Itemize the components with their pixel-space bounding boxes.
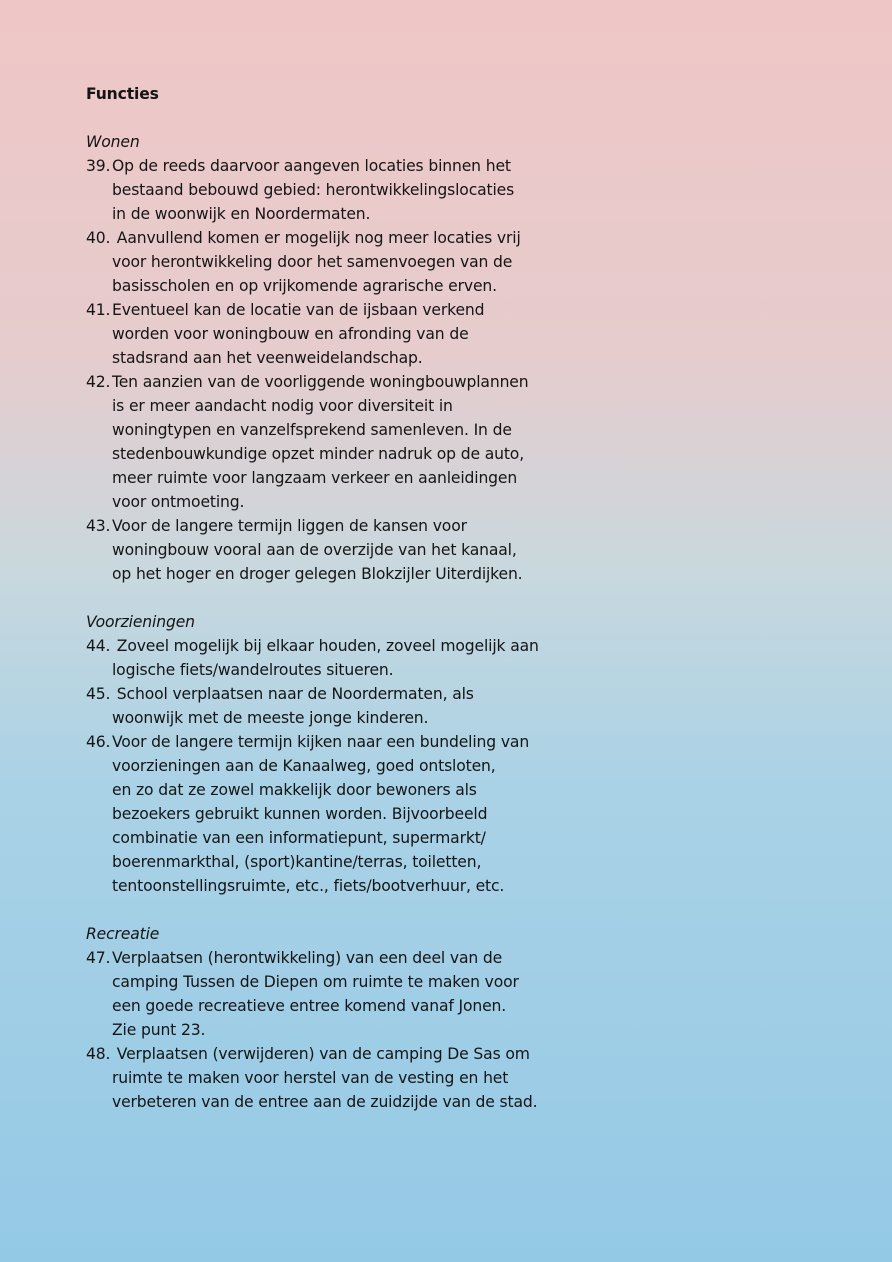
item-number: 40. — [86, 229, 111, 247]
item-text-line: Op de reeds daarvoor aangeven locaties binnen het — [112, 157, 511, 175]
item-text-line: ruimte te maken voor herstel van de vesting en het — [112, 1069, 509, 1087]
item-text-line: basisscholen en op vrijkomende agrarische erven. — [112, 277, 497, 295]
item-text-line: Verplaatsen (herontwikkeling) van een deel van de — [112, 949, 503, 967]
list-item — [86, 730, 586, 898]
list-item — [86, 370, 586, 514]
list-item — [86, 946, 586, 1042]
item-text-line: voorzieningen aan de Kanaalweg, goed ontsloten, — [112, 757, 496, 775]
section-wonen — [86, 130, 586, 586]
item-text-line: Zoveel mogelijk bij elkaar houden, zoveel mogelijk aan — [112, 637, 539, 655]
page-heading: Functies — [86, 85, 159, 103]
item-number: 42. — [86, 373, 111, 391]
list-item — [86, 634, 586, 682]
sections-container — [86, 130, 586, 1114]
list-item — [86, 514, 586, 586]
item-text-line: camping Tussen de Diepen om ruimte te maken voor — [112, 973, 519, 991]
item-text-line: combinatie van een informatiepunt, supermarkt/ — [112, 829, 486, 847]
item-number: 46. — [86, 733, 111, 751]
item-text-line: verbeteren van de entree aan de zuidzijde van de stad. — [112, 1093, 538, 1111]
item-text-line: Verplaatsen (verwijderen) van de camping De Sas om — [112, 1045, 530, 1063]
item-text-line: logische fiets/wandelroutes situeren. — [112, 661, 394, 679]
item-text-line: woningtypen en vanzelfsprekend samenleven. In de — [112, 421, 512, 439]
item-number: 43. — [86, 517, 111, 535]
item-text-line: voor herontwikkeling door het samenvoegen van de — [112, 253, 513, 271]
item-number: 39. — [86, 157, 111, 175]
item-text-line: Aanvullend komen er mogelijk nog meer locaties vrij — [112, 229, 521, 247]
document-content — [86, 82, 586, 1138]
item-number: 48. — [86, 1045, 111, 1063]
item-text-line: bestaand bebouwd gebied: herontwikkelingslocaties — [112, 181, 515, 199]
item-number: 44. — [86, 637, 111, 655]
list-item — [86, 682, 586, 730]
item-text-line: Voor de langere termijn liggen de kansen voor — [112, 517, 467, 535]
item-text-line: worden voor woningbouw en afronding van de — [112, 325, 469, 343]
item-text-line: op het hoger en droger gelegen Blokzijler Uiterdijken. — [112, 565, 523, 583]
item-text-line: Eventueel kan de locatie van de ijsbaan verkend — [112, 301, 485, 319]
section-recreatie — [86, 922, 586, 1114]
item-text-line: Voor de langere termijn kijken naar een bundeling van — [112, 733, 530, 751]
item-number: 47. — [86, 949, 111, 967]
list-item — [86, 226, 586, 298]
item-number: 45. — [86, 685, 111, 703]
item-text-line: en zo dat ze zowel makkelijk door bewoners als — [112, 781, 477, 799]
item-text-line: voor ontmoeting. — [112, 493, 245, 511]
item-text-line: in de woonwijk en Noordermaten. — [112, 205, 371, 223]
section-voorzieningen — [86, 610, 586, 898]
item-number: 41. — [86, 301, 111, 319]
section-title: Recreatie — [86, 925, 160, 943]
item-text-line: tentoonstellingsruimte, etc., fiets/bootverhuur, etc. — [112, 877, 505, 895]
item-text-line: woonwijk met de meeste jonge kinderen. — [112, 709, 429, 727]
list-item — [86, 298, 586, 370]
item-text-line: bezoekers gebruikt kunnen worden. Bijvoorbeeld — [112, 805, 488, 823]
item-text-line: School verplaatsen naar de Noordermaten, als — [112, 685, 474, 703]
list-item — [86, 1042, 586, 1114]
item-text-line: Zie punt 23. — [112, 1021, 206, 1039]
section-title: Voorzieningen — [86, 613, 195, 631]
item-text-line: een goede recreatieve entree komend vanaf Jonen. — [112, 997, 507, 1015]
item-text-line: woningbouw vooral aan de overzijde van het kanaal, — [112, 541, 517, 559]
section-title: Wonen — [86, 133, 140, 151]
item-text-line: stadsrand aan het veenweidelandschap. — [112, 349, 423, 367]
list-item — [86, 154, 586, 226]
item-text-line: meer ruimte voor langzaam verkeer en aanleidingen — [112, 469, 518, 487]
item-text-line: stedenbouwkundige opzet minder nadruk op de auto, — [112, 445, 524, 463]
item-text-line: Ten aanzien van de voorliggende woningbouwplannen — [112, 373, 529, 391]
item-text-line: boerenmarkthal, (sport)kantine/terras, toiletten, — [112, 853, 482, 871]
item-text-line: is er meer aandacht nodig voor diversiteit in — [112, 397, 453, 415]
